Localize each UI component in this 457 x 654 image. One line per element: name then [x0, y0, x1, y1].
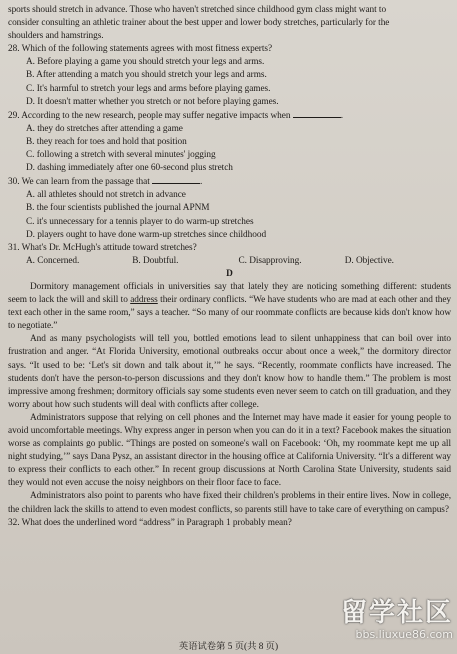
answer-blank — [152, 175, 200, 184]
paragraph-text: their ordinary conflicts. “We have students who are mad at each other and they text each other in the same room,” says a teacher. “So many of our roommate conflicts are because kids don't know how to negotiate.” — [8, 295, 452, 332]
question-30 — [8, 175, 451, 241]
intro-line: consider consulting an athletic trainer about the best upper and lower body stretches, particularly for the — [8, 18, 390, 29]
watermark-url: bbs.liuxue86.com — [355, 628, 453, 641]
page-content — [8, 4, 451, 530]
option-a[interactable]: A. Before playing a game you should stretch your legs and arms. — [26, 57, 265, 68]
question-stem: 31. What's Dr. McHugh's attitude toward stretches? — [8, 242, 197, 253]
option-c[interactable]: C. Disapproving. — [238, 255, 302, 266]
option-c[interactable]: C. it's unnecessary for a tennis player to do warm-up stretches — [26, 216, 254, 227]
option-b[interactable]: B. the four scientists published the journal APNM — [26, 203, 210, 214]
section-heading: D — [226, 268, 233, 279]
paragraph: Administrators also point to parents who have fixed their children's problems in their entire lives. Now in college, the children lack the skills to attend to even modest conflicts, so parents still have to take care of everything on campus? — [8, 491, 451, 515]
option-a[interactable]: A. all athletes should not stretch in advance — [26, 190, 186, 201]
passage-c-ending — [8, 4, 451, 43]
question-stem: 29. According to the new research, people may suffer negative impacts when . — [8, 110, 343, 121]
page-footer: 英语试卷第 5 页(共 8 页) — [178, 642, 279, 652]
question-stem: 28. Which of the following statements agrees with most fitness experts? — [8, 44, 273, 55]
options-row — [8, 255, 451, 268]
question-28 — [8, 43, 451, 108]
option-c[interactable]: C. It's harmful to stretch your legs and arms before playing games. — [26, 83, 271, 94]
paragraph — [8, 281, 451, 333]
intro-line: shoulders and hamstrings. — [8, 31, 104, 42]
option-d[interactable]: D. Objective. — [344, 255, 394, 266]
question-32-stem: 32. What does the underlined word “address” in Paragraph 1 probably mean? — [8, 517, 292, 528]
option-d[interactable]: D. players ought to have done warm-up stretches since childhood — [26, 229, 267, 240]
option-b[interactable]: B. Doubtful. — [132, 255, 179, 266]
question-31 — [8, 242, 451, 268]
underlined-word: address — [130, 295, 158, 306]
option-a[interactable]: A. they do stretches after attending a game — [26, 123, 183, 134]
site-watermark — [273, 598, 453, 652]
question-stem: 30. We can learn from the passage that . — [8, 177, 203, 188]
paragraph: And as many psychologists will tell you, bottled emotions lead to silent unhappiness that can boil over into frustration and anger. “At Florida University, emotional outbreaks occur about once a week,” the dormitory director says. “It used to be: ‘Let's sit down and talk about it,’” he says. “Recently, roommate conflicts have increased. The students don't have the person-to-person discussions and they don't know how to handle them.” The problem is most impressive among freshmen; dormitory officials say some students even never seem to catch on till graduation, and they worry about how such students will deal with conflicts after college. — [8, 334, 451, 410]
paragraph-text: Dormitory management officials in universities say that lately they are noticing something different: students seem to lack the will and skill to — [8, 281, 451, 306]
question-stem-text: 29. According to the new research, people may suffer negative impacts when — [8, 110, 291, 121]
question-29 — [8, 109, 451, 175]
option-c[interactable]: C. following a stretch with several minutes' jogging — [26, 150, 216, 161]
watermark-logo: 留学社区 — [340, 598, 453, 628]
intro-line: sports should stretch in advance. Those who haven't stretched since childhood gym class might want to — [8, 5, 387, 15]
option-b[interactable]: B. they reach for toes and hold that position — [26, 136, 187, 147]
answer-blank — [293, 109, 341, 118]
question-stem-text: 30. We can learn from the passage that — [8, 177, 150, 188]
option-a[interactable]: A. Concerned. — [26, 255, 80, 266]
option-b[interactable]: B. After attending a match you should stretch your legs and arms. — [26, 70, 267, 81]
option-d[interactable]: D. dashing immediately after one 60-second plus stretch — [26, 163, 233, 174]
paragraph: Administrators suppose that relying on cell phones and the Internet may have made it easier for young people to avoid uncomfortable meetings. Why express anger in person when you can do it in a text? Facebook makes the situation worse as complaints go public. “Things are posted on someone's wall on Facebook: ‘Oh, my roommate kept me up all night studying,’” says Dana Pysz, an assistant director in the housing office at California University. “It's a different way to express their conflicts to each other.” In recent group discussions at North Carolina State University, students said they would not even accuse the noisy neighbors on their floor face to face. — [8, 412, 451, 489]
passage-d — [8, 281, 451, 517]
option-d[interactable]: D. It doesn't matter whether you stretch or not before playing games. — [26, 96, 279, 107]
